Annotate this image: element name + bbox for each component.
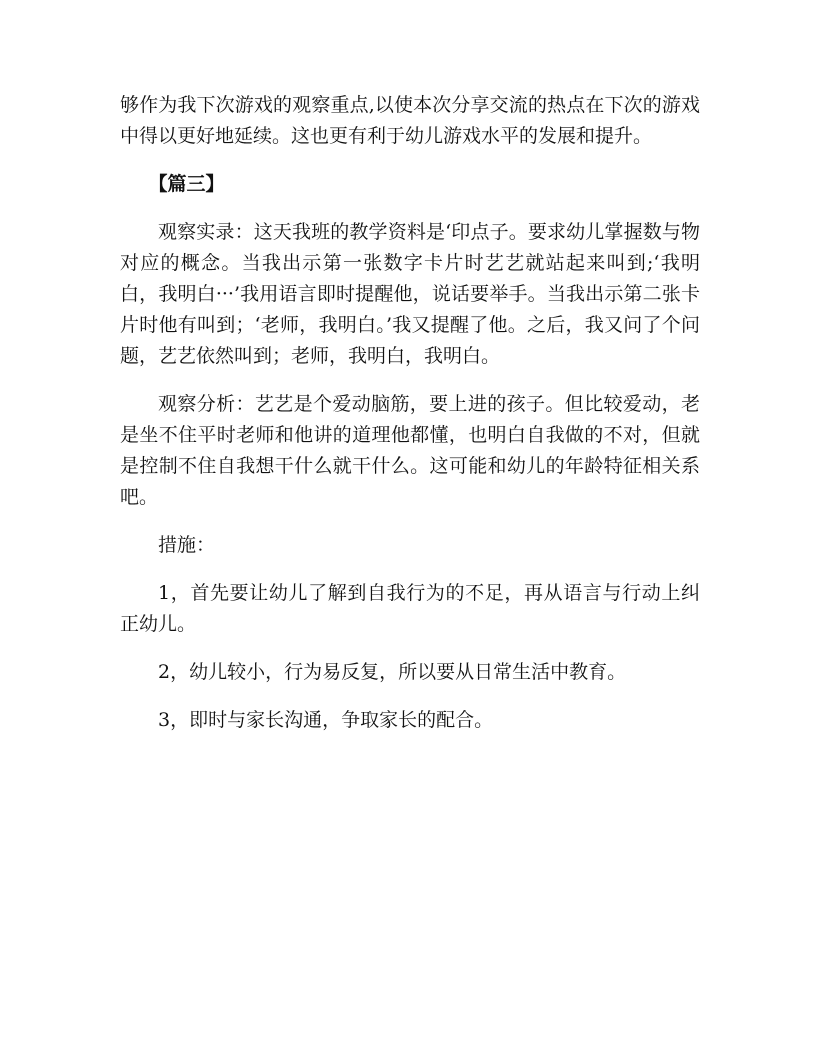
paragraph-measure-3: 3，即时与家长沟通，争取家长的配合。	[158, 709, 494, 731]
paragraph-measure-2: 2，幼儿较小，行为易反复，所以要从日常生活中教育。	[158, 661, 627, 683]
paragraph-observation-record: 观察实录：这天我班的教学资料是‘印点子。要求幼儿掌握数与物对应的概念。当我出示第一张数字卡片时艺艺就站起来叫到;‘我明白，我明白···’我用语言即时提醒他，说话要举手。当我出示第二张卡片时他有叫到；‘老师，我明白。’我又提醒了他。之后，我又问了个问题，艺艺依然叫到；老师，我明白，我明白。	[120, 221, 700, 367]
document-body	[120, 90, 700, 753]
paragraph-measure-1: 1，首先要让幼儿了解到自我行为的不足，再从语言与行动上纠正幼儿。	[120, 582, 700, 635]
paragraph-measures-label: 措施：	[158, 534, 216, 556]
section-heading: 【篇三】	[148, 173, 225, 195]
paragraph-observation-analysis: 观察分析：艺艺是个爱动脑筋，要上进的孩子。但比较爱动，老是坐不住平时老师和他讲的道理他都懂，也明白自我做的不对，但就是控制不住自我想干什么就干什么。这可能和幼儿的年龄特征相关系吧。	[120, 393, 700, 508]
paragraph-continuation: 够作为我下次游戏的观察重点,以使本次分享交流的热点在下次的游戏中得以更好地延续。这也更有利于幼儿游戏水平的发展和提升。	[120, 94, 700, 147]
